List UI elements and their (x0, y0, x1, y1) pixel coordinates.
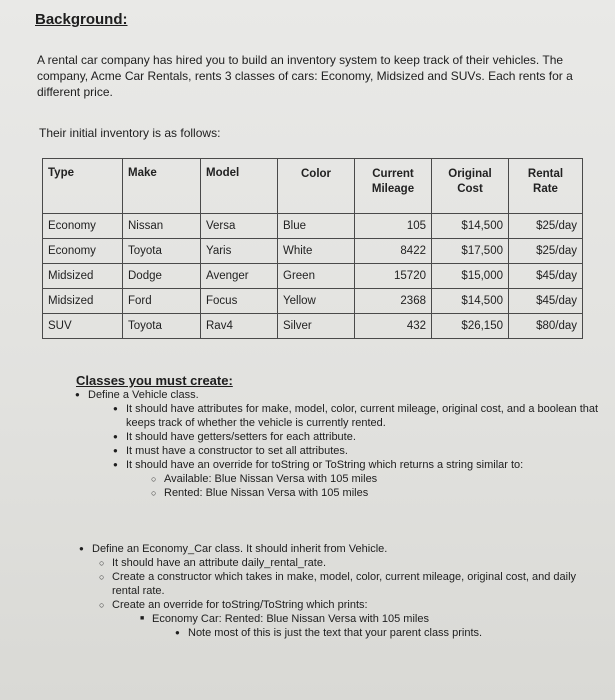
cell-type: Midsized (43, 289, 123, 314)
economy-class-item (92, 542, 606, 640)
cell-color: Yellow (278, 289, 355, 314)
table-row (43, 289, 583, 314)
header-type: Type (43, 159, 123, 214)
cell-mileage: 105 (355, 214, 432, 239)
tostring-point: It should have an override for toString or ToString which returns a string similar to: (126, 459, 524, 471)
cell-rate: $25/day (509, 214, 583, 239)
vehicle-class-heading: Define a Vehicle class. (88, 389, 199, 401)
table-header-row (43, 159, 583, 214)
list-item: ● It must have a constructor to set all attributes. (126, 444, 606, 458)
list-item: ● Note most of this is just the text that your parent class prints. (188, 626, 606, 640)
cell-color: White (278, 239, 355, 264)
table-row (43, 264, 583, 289)
list-item (152, 612, 606, 640)
list-item: ○ Create a constructor which takes in make, model, color, current mileage, original cost, and daily rental rate. (112, 570, 606, 598)
cell-rate: $45/day (509, 264, 583, 289)
economy-example: Economy Car: Rented: Blue Nissan Versa with 105 miles (152, 613, 429, 625)
list-item: ○ Available: Blue Nissan Versa with 105 miles (164, 472, 606, 486)
cell-rate: $80/day (509, 314, 583, 339)
cell-model: Focus (201, 289, 278, 314)
cell-model: Versa (201, 214, 278, 239)
cell-color: Green (278, 264, 355, 289)
cell-rate: $25/day (509, 239, 583, 264)
table-row (43, 314, 583, 339)
list-item (126, 458, 606, 500)
cell-cost: $15,000 (432, 264, 509, 289)
header-current-mileage: Current Mileage (355, 159, 432, 214)
classes-section (76, 373, 606, 640)
header-color: Color (278, 159, 355, 214)
list-item: ○ Rented: Blue Nissan Versa with 105 miles (164, 486, 606, 500)
cell-mileage: 432 (355, 314, 432, 339)
cell-make: Dodge (123, 264, 201, 289)
cell-make: Toyota (123, 314, 201, 339)
cell-mileage: 15720 (355, 264, 432, 289)
cell-cost: $26,150 (432, 314, 509, 339)
intro-paragraph: A rental car company has hired you to build an inventory system to keep track of their vehicles. The company, Acme Car Rentals, rents 3 classes of cars: Economy, Midsized and SUVs. Each rents for a different price. (37, 53, 573, 99)
cell-make: Ford (123, 289, 201, 314)
header-original-cost: Original Cost (432, 159, 509, 214)
cell-model: Avenger (201, 264, 278, 289)
inventory-label: Their initial inventory is as follows: (39, 126, 221, 140)
cell-color: Blue (278, 214, 355, 239)
table-row (43, 214, 583, 239)
cell-make: Toyota (123, 239, 201, 264)
list-item: ● It should have getters/setters for each attribute. (126, 430, 606, 444)
cell-rate: $45/day (509, 289, 583, 314)
background-heading: Background: (35, 11, 128, 28)
list-item: ○ It should have an attribute daily_rental_rate. (112, 556, 606, 570)
cell-cost: $17,500 (432, 239, 509, 264)
cell-mileage: 2368 (355, 289, 432, 314)
cell-mileage: 8422 (355, 239, 432, 264)
vehicle-class-item (88, 388, 606, 500)
economy-tostring-point: Create an override for toString/ToString which prints: (112, 599, 368, 611)
cell-type: Midsized (43, 264, 123, 289)
economy-class-heading: Define an Economy_Car class. It should inherit from Vehicle. (92, 543, 388, 555)
cell-cost: $14,500 (432, 289, 509, 314)
cell-cost: $14,500 (432, 214, 509, 239)
cell-type: Economy (43, 239, 123, 264)
cell-type: Economy (43, 214, 123, 239)
cell-model: Rav4 (201, 314, 278, 339)
cell-model: Yaris (201, 239, 278, 264)
table-row (43, 239, 583, 264)
cell-type: SUV (43, 314, 123, 339)
inventory-table (42, 158, 583, 339)
header-rental-rate: Rental Rate (509, 159, 583, 214)
header-model: Model (201, 159, 278, 214)
cell-color: Silver (278, 314, 355, 339)
classes-heading: Classes you must create: (76, 373, 233, 388)
cell-make: Nissan (123, 214, 201, 239)
header-make: Make (123, 159, 201, 214)
list-item (112, 598, 606, 640)
list-item: ● It should have attributes for make, model, color, current mileage, original cost, and a boolean that keeps track of whether the vehicle is currently rented. (126, 402, 606, 430)
